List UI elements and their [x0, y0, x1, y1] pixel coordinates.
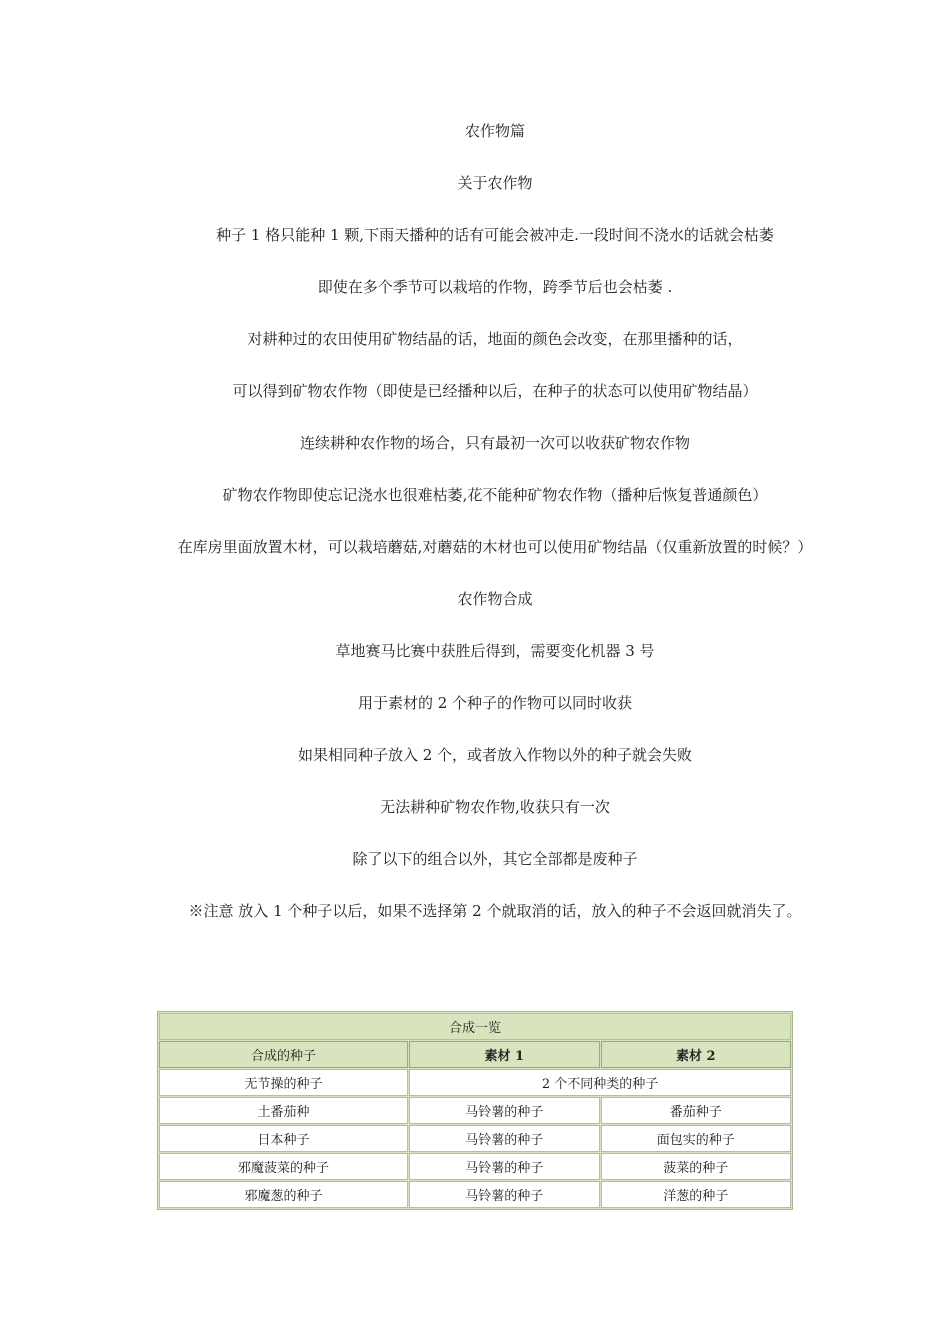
table-header-row — [159, 1041, 791, 1068]
cell-material-2: 面包实的种子 — [601, 1125, 791, 1152]
paragraph: 用于素材的 2 个种子的作物可以同时收获 — [357, 694, 633, 712]
cell-material-2: 番茄种子 — [601, 1097, 791, 1124]
paragraph: 无法耕种矿物农作物,收获只有一次 — [380, 798, 610, 816]
header-result-seed: 合成的种子 — [159, 1041, 408, 1068]
synthesis-table — [157, 1011, 793, 1210]
synthesis-table-wrapper — [157, 1011, 793, 1210]
table-row — [159, 1097, 791, 1124]
cell-material-2: 洋葱的种子 — [601, 1181, 791, 1208]
cell-material-2: 菠菜的种子 — [601, 1153, 791, 1180]
table-caption: 合成一览 — [159, 1013, 791, 1040]
cell-material-1: 马铃薯的种子 — [409, 1097, 599, 1124]
table-row — [159, 1125, 791, 1152]
paragraph: 可以得到矿物农作物（即使是已经播种以后，在种子的状态可以使用矿物结晶） — [232, 382, 758, 400]
paragraph: 对耕种过的农田使用矿物结晶的话，地面的颜色会改变，在那里播种的话， — [247, 330, 743, 348]
cell-result: 日本种子 — [159, 1125, 408, 1152]
cell-material-1: 马铃薯的种子 — [409, 1125, 599, 1152]
cell-material-1: 2 个不同种类的种子 — [409, 1069, 791, 1096]
paragraph: 草地赛马比赛中获胜后得到，需要变化机器 3 号 — [335, 642, 655, 660]
paragraph: 在库房里面放置木材，可以栽培蘑菇,对蘑菇的木材也可以使用矿物结晶（仅重新放置的时候？） — [177, 538, 813, 556]
paragraph: 除了以下的组合以外，其它全部都是废种子 — [352, 850, 638, 868]
paragraph: 连续耕种农作物的场合，只有最初一次可以收获矿物农作物 — [299, 434, 690, 452]
paragraph: 即使在多个季节可以栽培的作物，跨季节后也会枯萎 . — [317, 278, 673, 296]
header-material-2: 素材 2 — [601, 1041, 791, 1068]
subsection-title: 关于农作物 — [457, 174, 533, 192]
subsection-title: 农作物合成 — [457, 590, 533, 608]
document-body — [175, 118, 815, 950]
table-caption-row — [159, 1013, 791, 1040]
cell-result: 无节操的种子 — [159, 1069, 408, 1096]
note-paragraph: ※注意 放入 1 个种子以后，如果不选择第 2 个就取消的话，放入的种子不会返回就消失了。 — [188, 902, 802, 920]
table-row — [159, 1153, 791, 1180]
section-title: 农作物篇 — [464, 122, 525, 140]
cell-result: 邪魔葱的种子 — [159, 1181, 408, 1208]
header-material-1: 素材 1 — [409, 1041, 599, 1068]
table-row — [159, 1181, 791, 1208]
cell-result: 邪魔菠菜的种子 — [159, 1153, 408, 1180]
table-row — [159, 1069, 791, 1096]
cell-material-1: 马铃薯的种子 — [409, 1153, 599, 1180]
paragraph: 矿物农作物即使忘记浇水也很难枯萎,花不能种矿物农作物（播种后恢复普通颜色） — [222, 486, 768, 504]
paragraph: 如果相同种子放入 2 个，或者放入作物以外的种子就会失败 — [297, 746, 693, 764]
paragraph: 种子 1 格只能种 1 颗,下雨天播种的话有可能会被冲走.一段时间不浇水的话就会枯萎 — [216, 226, 774, 244]
cell-material-1: 马铃薯的种子 — [409, 1181, 599, 1208]
cell-result: 土番茄种 — [159, 1097, 408, 1124]
